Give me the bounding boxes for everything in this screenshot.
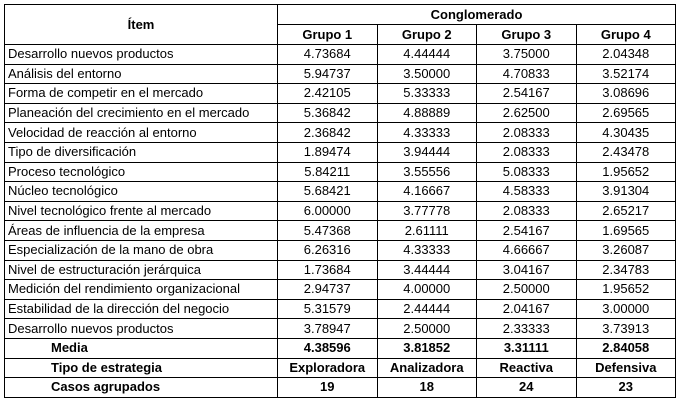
cases-label: Casos agrupados bbox=[5, 378, 278, 398]
media-label: Media bbox=[5, 338, 278, 358]
group-value: 5.08333 bbox=[477, 162, 577, 182]
table-body bbox=[5, 45, 676, 339]
group-value: 3.44444 bbox=[377, 260, 477, 280]
item-label: Desarrollo nuevos productos bbox=[5, 45, 278, 65]
table-row bbox=[5, 162, 676, 182]
group-value: 4.70833 bbox=[477, 64, 577, 84]
table-row bbox=[5, 64, 676, 84]
group-value: 4.16667 bbox=[377, 182, 477, 202]
cases-value: 19 bbox=[278, 378, 378, 398]
group-value: 5.31579 bbox=[278, 299, 378, 319]
item-label: Medición del rendimiento organizacional bbox=[5, 280, 278, 300]
item-label: Forma de competir en el mercado bbox=[5, 84, 278, 104]
item-label: Estabilidad de la dirección del negocio bbox=[5, 299, 278, 319]
group-header: Grupo 2 bbox=[377, 25, 477, 45]
group-value: 3.91304 bbox=[576, 182, 676, 202]
group-value: 3.26087 bbox=[576, 240, 676, 260]
table-header-row bbox=[5, 5, 676, 25]
group-value: 2.94737 bbox=[278, 280, 378, 300]
media-value: 3.81852 bbox=[377, 338, 477, 358]
table-row bbox=[5, 319, 676, 339]
group-value: 4.00000 bbox=[377, 280, 477, 300]
group-value: 5.94737 bbox=[278, 64, 378, 84]
group-value: 2.54167 bbox=[477, 221, 577, 241]
table-row bbox=[5, 45, 676, 65]
group-value: 4.66667 bbox=[477, 240, 577, 260]
group-value: 6.26316 bbox=[278, 240, 378, 260]
item-label: Desarrollo nuevos productos bbox=[5, 319, 278, 339]
group-value: 4.58333 bbox=[477, 182, 577, 202]
group-value: 5.68421 bbox=[278, 182, 378, 202]
group-value: 3.50000 bbox=[377, 64, 477, 84]
table-row bbox=[5, 260, 676, 280]
item-label: Proceso tecnológico bbox=[5, 162, 278, 182]
group-value: 4.33333 bbox=[377, 123, 477, 143]
cases-value: 18 bbox=[377, 378, 477, 398]
group-value: 1.95652 bbox=[576, 280, 676, 300]
group-value: 2.43478 bbox=[576, 142, 676, 162]
group-value: 2.33333 bbox=[477, 319, 577, 339]
group-value: 2.42105 bbox=[278, 84, 378, 104]
group-value: 2.08333 bbox=[477, 201, 577, 221]
group-value: 4.30435 bbox=[576, 123, 676, 143]
item-label: Nivel tecnológico frente al mercado bbox=[5, 201, 278, 221]
group-value: 2.04348 bbox=[576, 45, 676, 65]
cluster-table-container bbox=[4, 4, 675, 398]
group-value: 2.65217 bbox=[576, 201, 676, 221]
group-value: 2.08333 bbox=[477, 142, 577, 162]
table-row bbox=[5, 280, 676, 300]
media-value: 2.84058 bbox=[576, 338, 676, 358]
table-row bbox=[5, 84, 676, 104]
group-value: 3.75000 bbox=[477, 45, 577, 65]
group-value: 2.50000 bbox=[377, 319, 477, 339]
group-value: 6.00000 bbox=[278, 201, 378, 221]
table-row bbox=[5, 240, 676, 260]
item-label: Áreas de influencia de la empresa bbox=[5, 221, 278, 241]
cases-value: 24 bbox=[477, 378, 577, 398]
item-column-header: Ítem bbox=[5, 5, 278, 45]
cluster-column-header: Conglomerado bbox=[278, 5, 676, 25]
group-value: 5.47368 bbox=[278, 221, 378, 241]
table-row bbox=[5, 103, 676, 123]
item-label: Planeación del crecimiento en el mercado bbox=[5, 103, 278, 123]
group-value: 1.73684 bbox=[278, 260, 378, 280]
item-label: Velocidad de reacción al entorno bbox=[5, 123, 278, 143]
group-header: Grupo 4 bbox=[576, 25, 676, 45]
media-value: 4.38596 bbox=[278, 338, 378, 358]
group-value: 3.55556 bbox=[377, 162, 477, 182]
group-value: 3.08696 bbox=[576, 84, 676, 104]
group-value: 1.69565 bbox=[576, 221, 676, 241]
strategy-value: Analizadora bbox=[377, 358, 477, 378]
group-value: 2.34783 bbox=[576, 260, 676, 280]
item-label: Nivel de estructuración jerárquica bbox=[5, 260, 278, 280]
group-value: 2.61111 bbox=[377, 221, 477, 241]
table-row bbox=[5, 201, 676, 221]
strategy-row bbox=[5, 358, 676, 378]
cases-value: 23 bbox=[576, 378, 676, 398]
table-row bbox=[5, 299, 676, 319]
group-value: 3.77778 bbox=[377, 201, 477, 221]
group-value: 3.00000 bbox=[576, 299, 676, 319]
item-label: Tipo de diversificación bbox=[5, 142, 278, 162]
group-value: 4.44444 bbox=[377, 45, 477, 65]
group-value: 2.08333 bbox=[477, 123, 577, 143]
group-value: 1.89474 bbox=[278, 142, 378, 162]
media-value: 3.31111 bbox=[477, 338, 577, 358]
group-value: 5.84211 bbox=[278, 162, 378, 182]
group-value: 2.36842 bbox=[278, 123, 378, 143]
strategy-value: Defensiva bbox=[576, 358, 676, 378]
group-value: 5.36842 bbox=[278, 103, 378, 123]
group-value: 3.04167 bbox=[477, 260, 577, 280]
table-row bbox=[5, 221, 676, 241]
group-value: 3.94444 bbox=[377, 142, 477, 162]
cases-row bbox=[5, 378, 676, 398]
group-value: 3.52174 bbox=[576, 64, 676, 84]
table-row bbox=[5, 123, 676, 143]
group-value: 2.62500 bbox=[477, 103, 577, 123]
group-value: 2.50000 bbox=[477, 280, 577, 300]
group-value: 4.73684 bbox=[278, 45, 378, 65]
group-value: 2.69565 bbox=[576, 103, 676, 123]
strategy-value: Reactiva bbox=[477, 358, 577, 378]
group-value: 2.04167 bbox=[477, 299, 577, 319]
item-label: Especialización de la mano de obra bbox=[5, 240, 278, 260]
group-header: Grupo 1 bbox=[278, 25, 378, 45]
group-value: 3.73913 bbox=[576, 319, 676, 339]
group-value: 2.54167 bbox=[477, 84, 577, 104]
group-value: 1.95652 bbox=[576, 162, 676, 182]
strategy-label: Tipo de estrategia bbox=[5, 358, 278, 378]
group-value: 5.33333 bbox=[377, 84, 477, 104]
table-row bbox=[5, 142, 676, 162]
group-value: 2.44444 bbox=[377, 299, 477, 319]
item-label: Núcleo tecnológico bbox=[5, 182, 278, 202]
item-label: Análisis del entorno bbox=[5, 64, 278, 84]
media-row bbox=[5, 338, 676, 358]
group-value: 3.78947 bbox=[278, 319, 378, 339]
cluster-table bbox=[4, 4, 676, 398]
group-header: Grupo 3 bbox=[477, 25, 577, 45]
table-row bbox=[5, 182, 676, 202]
strategy-value: Exploradora bbox=[278, 358, 378, 378]
group-value: 4.88889 bbox=[377, 103, 477, 123]
group-value: 4.33333 bbox=[377, 240, 477, 260]
